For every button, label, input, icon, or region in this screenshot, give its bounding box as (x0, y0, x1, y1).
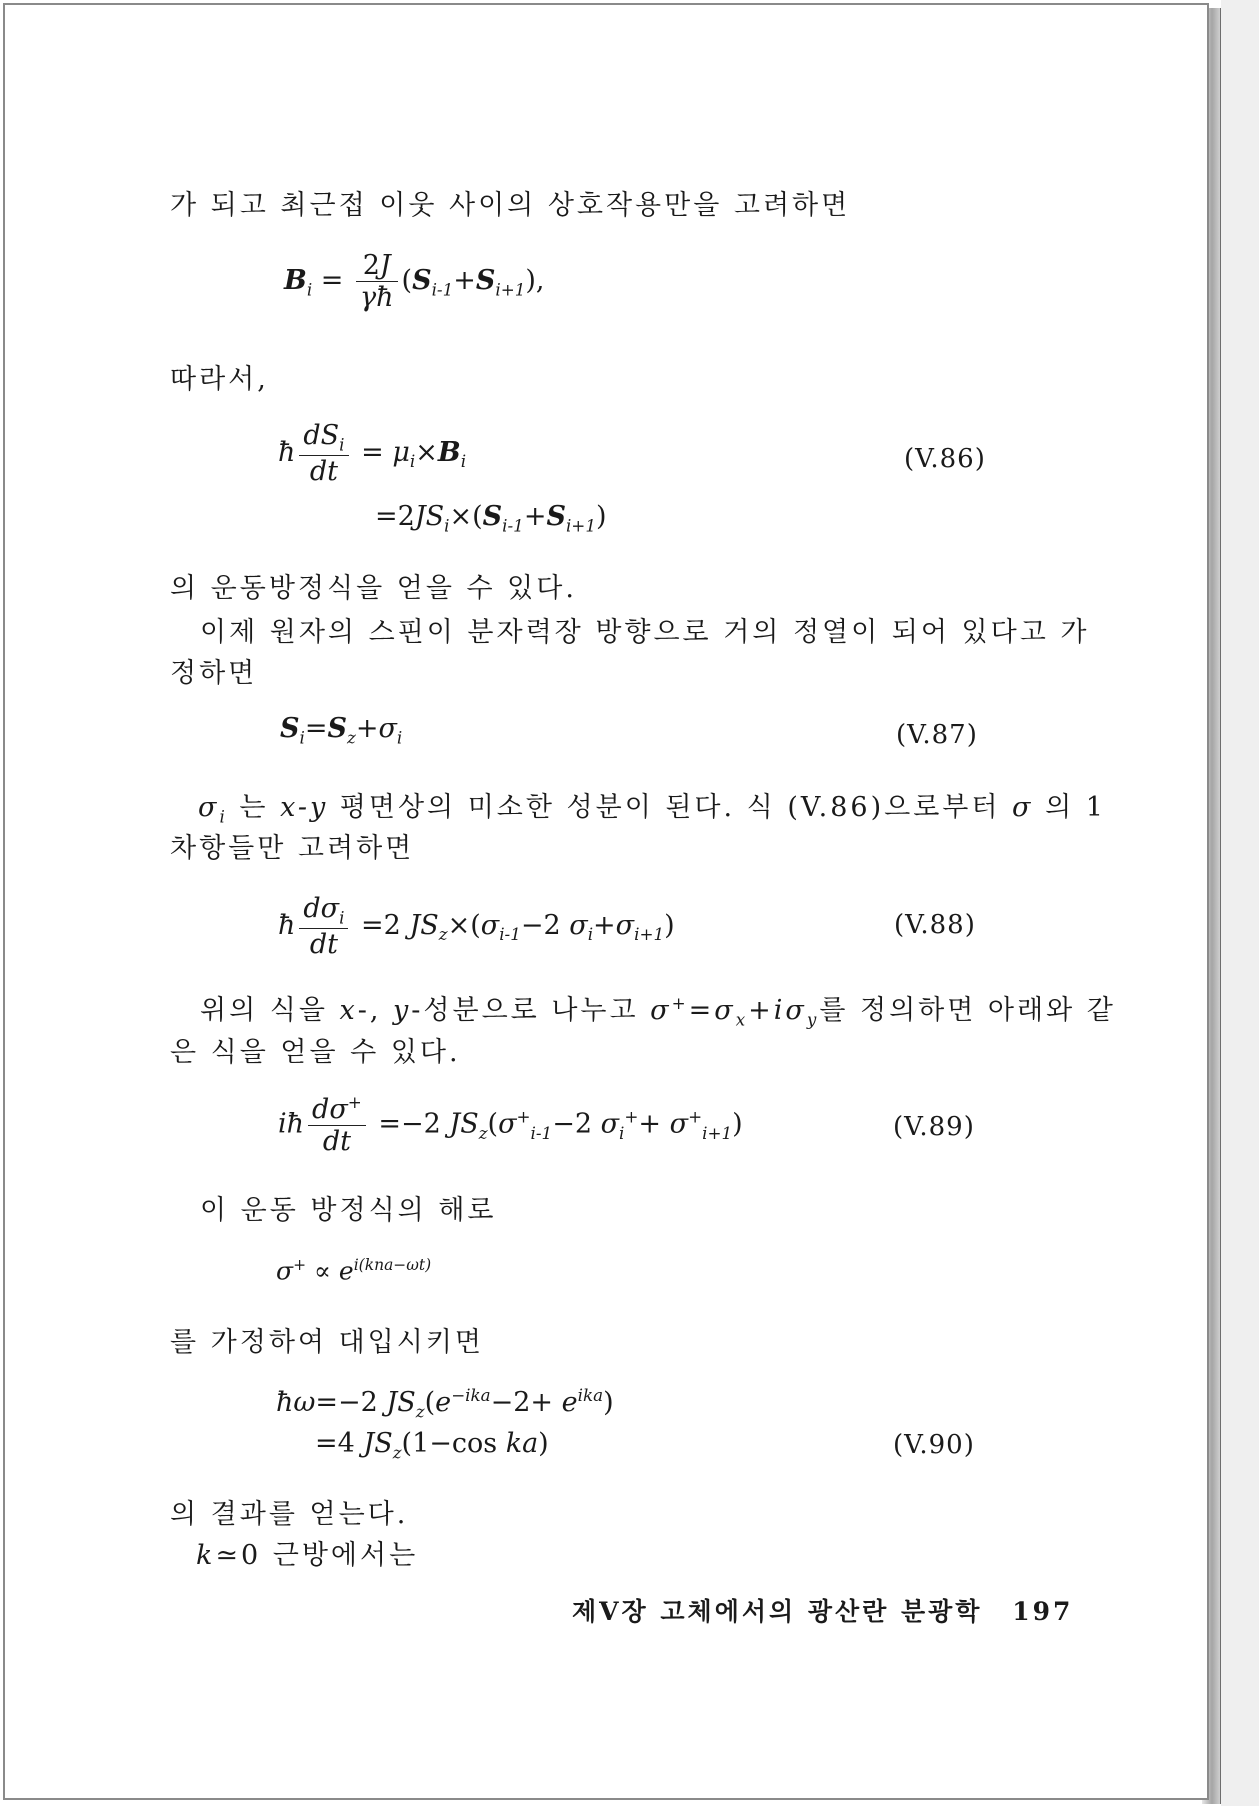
paragraph-text: 가 되고 최근접 이웃 사이의 상호작용만을 고려하면 (170, 190, 851, 221)
paragraph-text: 의 운동방정식을 얻을 수 있다. (170, 573, 577, 604)
equation-v87: $S_i=S_z+\sigma_i$ (280, 713, 403, 748)
paragraph-text: 를 가정하여 대입시키면 (170, 1327, 484, 1358)
equation-v90-line1: ħω=−2 $JS_z(e^{-ika}-2+ e^{ika})$ (276, 1385, 614, 1422)
equation-number: (V.88) (894, 910, 976, 940)
equation-v86-line2: $=2JS_i\times(S_{i-1}+S_{i+1})$ (375, 501, 607, 536)
paragraph-text: 이제 원자의 스핀이 분자력장 방향으로 거의 정열이 되어 있다고 가 (200, 617, 1090, 648)
equation-number: (V.89) (893, 1112, 975, 1142)
paragraph-text: $\sigma_i$ 는 x-y 평면상의 미소한 성분이 된다. 식 (V.86)으로부터 σ 의 1 (198, 792, 1106, 827)
chapter-title: 제V장 고체에서의 광산란 분광학 (572, 1597, 983, 1626)
paragraph-text: 정하면 (170, 658, 258, 689)
page-footer (572, 1592, 1073, 1628)
equation-number: (V.90) (893, 1430, 975, 1460)
equation-number: (V.86) (904, 444, 986, 474)
page-number: 197 (1012, 1597, 1074, 1626)
paragraph-text: 의 결과를 얻는다. (170, 1499, 409, 1530)
paragraph-text: 차항들만 고려하면 (170, 833, 415, 864)
equation-v86-line1: ħ $\frac{dS_i}{dt}$ = $\mu_i\times B_i$ (278, 420, 467, 487)
paragraph-text: 이 운동 방정식의 해로 (200, 1195, 497, 1226)
paragraph-text: 위의 식을 x-, y-성분으로 나누고 $\sigma^+=\sigma_x+i\sigma_y$를 정의하면 아래와 같 (200, 993, 1116, 1030)
equation-v90-line2: =4 $JS_z(1-\cos$ ka) (315, 1428, 549, 1463)
paragraph-text: 따라서, (170, 364, 269, 395)
equation-v89: iħ $\frac{d\sigma^+}{dt}$ =−2 $JS_z(\sigma^+_{i-1}-2$ $\sigma_i^++ \sigma^+_{i+1}$) (278, 1092, 743, 1158)
equation-b-field: $B_i$ = $\frac{2J}{\gamma ħ}$ $(S_{i-1}+S_{i+1})$, (284, 250, 545, 314)
viewer-gutter (1221, 0, 1259, 1806)
equation-v88: ħ $\frac{d\sigma_i}{dt}$ =2 $JS_z\times(\sigma_{i-1}-2$ $\sigma_i+\sigma_{i+1}$) (278, 893, 675, 960)
equation-number: (V.87) (896, 720, 978, 750)
paragraph-text: 은 식을 얻을 수 있다. (170, 1037, 461, 1068)
paragraph-text: k≃0 근방에서는 (196, 1540, 419, 1571)
equation-ansatz: $\sigma^+ \propto e^{i(kna-\omega t)}$ (276, 1256, 432, 1286)
